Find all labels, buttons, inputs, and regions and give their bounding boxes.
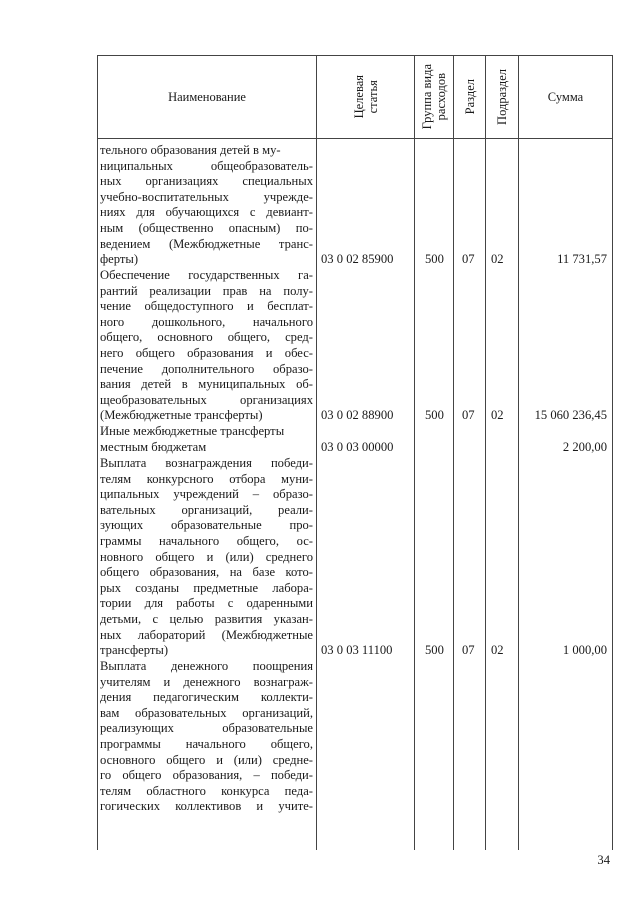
- row-4-code: 03 0 03 11100: [321, 643, 393, 657]
- row-2-section: 07: [462, 408, 475, 422]
- row-4-group: 500: [425, 643, 444, 657]
- row-1-sum: 11 731,57: [557, 252, 607, 266]
- row-4-name: Выплата вознаграждения победи- телям конкурсного отбора муни- ципальных учреждений – образо- вательных организаций, реали- зующих образовательные про- граммы начального общего, ос- новного общего и (или) среднего общего образования, на базе кото- рых созданы предметные лабора- тории для работы с одаренными детьми, с целью развития указан- ных лабораторий (Межбюджетные трансферты): [100, 456, 313, 658]
- row-1-section: 07: [462, 252, 475, 266]
- row-3-name: Иные межбюджетные трансферты местным бюджетам: [100, 424, 285, 454]
- row-3-code: 03 0 03 00000: [321, 440, 394, 454]
- header-name: Наименование: [168, 90, 246, 104]
- header-section: Раздел: [462, 79, 477, 115]
- row-4-section: 07: [462, 643, 475, 657]
- row-2-subsection: 02: [491, 408, 504, 422]
- row-2-code: 03 0 02 88900: [321, 408, 394, 422]
- row-2-name: Обеспечение государственных га- рантий реализации прав на полу- чение общедоступного и бесплат- ного дошкольного, начального общего, основного общего, сред- него общего образования и обес- печение дополнительного образо- вания детей в муниципальных об- щеобразовательных организациях (Межбюджетные трансферты): [100, 268, 313, 423]
- header-subsection: Подраздел: [495, 69, 509, 125]
- row-4-subsection: 02: [491, 643, 504, 657]
- page-number: 34: [597, 853, 610, 867]
- row-5-name: Выплата денежного поощрения учителям и денежного вознаграж- дения педагогическим коллекти- вам образовательных организаций, реализующих образовательные программы начального общего, основного общего и (или) средне- го общего образования, – победи- телям областного конкурса педа- гогических коллективов и учите-: [100, 659, 313, 814]
- row-2-group: 500: [425, 408, 444, 422]
- row-1-subsection: 02: [491, 252, 504, 266]
- header-expense-group: Группа вида расходов: [420, 64, 448, 130]
- row-3-sum: 2 200,00: [562, 440, 607, 454]
- row-4-sum: 1 000,00: [562, 643, 607, 657]
- row-1-name: тельного образования детей в му- ниципальных общеобразователь- ных организациях специальных учебно-воспитательных учрежде- ниях для обучающихся с девиант- ным (общественно опасным) по- ведением (Межбюджетные транс- ферты): [100, 143, 313, 267]
- row-2-sum: 15 060 236,45: [534, 408, 607, 422]
- row-1-group: 500: [425, 252, 444, 266]
- header-sum: Сумма: [547, 90, 584, 104]
- row-1-code: 03 0 02 85900: [321, 252, 394, 266]
- header-target-article: Целевая статья: [351, 75, 380, 119]
